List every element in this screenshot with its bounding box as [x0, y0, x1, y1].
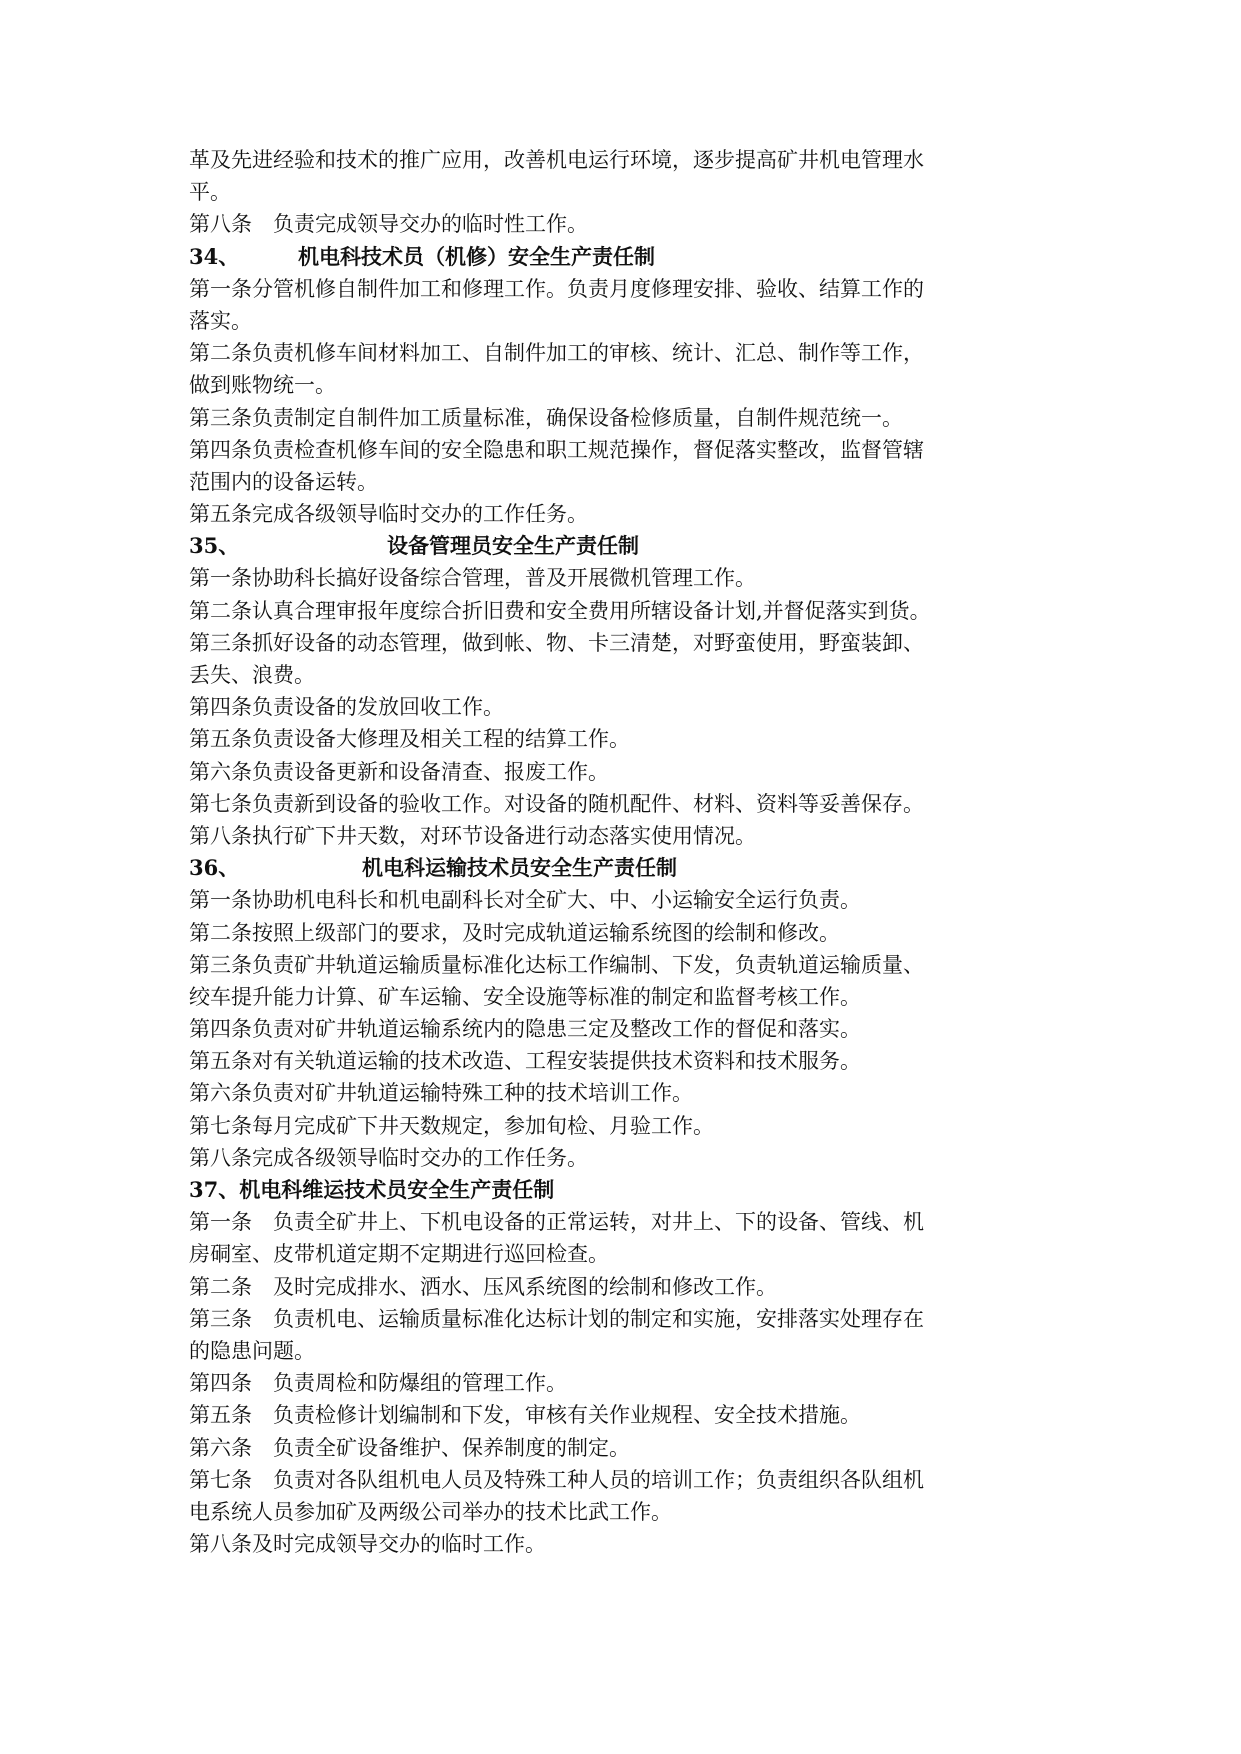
paragraph-line: 第三条负责制定自制件加工质量标准，确保设备检修质量，自制件规范统一。 — [189, 405, 903, 430]
paragraph-line: 电系统人员参加矿及两级公司举办的技术比武工作。 — [189, 1499, 672, 1524]
paragraph-line: 绞车提升能力计算、矿车运输、安全设施等标准的制定和监督考核工作。 — [189, 984, 861, 1009]
section-heading-36 — [189, 852, 1069, 884]
paragraph-line: 第五条 负责检修计划编制和下发，审核有关作业规程、安全技术措施。 — [189, 1403, 861, 1428]
paragraph-line: 第七条负责新到设备的验收工作。对设备的随机配件、材料、资料等妥善保存。 — [189, 791, 924, 816]
paragraph-line: 第一条 负责全矿井上、下机电设备的正常运转，对井上、下的设备、管线、机 — [189, 1210, 924, 1235]
paragraph-line: 范围内的设备运转。 — [189, 469, 378, 494]
paragraph-line: 第二条按照上级部门的要求，及时完成轨道运输系统图的绘制和修改。 — [189, 920, 840, 945]
paragraph-line: 第四条负责检查机修车间的安全隐患和职工规范操作，督促落实整改，监督管辖 — [189, 437, 924, 462]
paragraph-line: 第六条 负责全矿设备维护、保养制度的制定。 — [189, 1435, 630, 1460]
paragraph-line: 第四条负责对矿井轨道运输系统内的隐患三定及整改工作的督促和落实。 — [189, 1017, 861, 1042]
paragraph-line: 第三条抓好设备的动态管理，做到帐、物、卡三清楚，对野蛮使用，野蛮装卸、 — [189, 630, 924, 655]
paragraph-line: 第四条负责设备的发放回收工作。 — [189, 695, 504, 720]
paragraph-line: 第六条负责设备更新和设备清查、报废工作。 — [189, 759, 609, 784]
section-title: 机电科运输技术员安全生产责任制 — [362, 855, 677, 881]
paragraph-line: 革及先进经验和技术的推广应用，改善机电运行环境，逐步提高矿井机电管理水 — [189, 148, 924, 172]
document-body — [189, 144, 1069, 1560]
paragraph-line: 第八条及时完成领导交办的临时工作。 — [189, 1532, 546, 1557]
paragraph-line: 第八条执行矿下井天数，对环节设备进行动态落实使用情况。 — [189, 823, 756, 848]
section-heading-35 — [189, 530, 1069, 562]
paragraph-line: 第七条每月完成矿下井天数规定，参加旬检、月验工作。 — [189, 1113, 714, 1138]
paragraph-line: 第二条 及时完成排水、洒水、压风系统图的绘制和修改工作。 — [189, 1274, 777, 1299]
paragraph-line: 第五条对有关轨道运输的技术改造、工程安装提供技术资料和技术服务。 — [189, 1049, 861, 1074]
paragraph-line: 第四条 负责周检和防爆组的管理工作。 — [189, 1371, 567, 1396]
paragraph-line: 第七条 负责对各队组机电人员及特殊工种人员的培训工作；负责组织各队组机 — [189, 1467, 924, 1492]
paragraph-line: 丢失、浪费。 — [189, 663, 315, 687]
section-number: 36、 — [189, 855, 240, 881]
section-title: 设备管理员安全生产责任制 — [387, 533, 639, 559]
paragraph-line: 做到账物统一。 — [189, 373, 336, 398]
section-heading-34 — [189, 241, 1069, 273]
paragraph-line: 第五条完成各级领导临时交办的工作任务。 — [189, 502, 588, 527]
paragraph-line: 第一条协助科长搞好设备综合管理，普及开展微机管理工作。 — [189, 566, 756, 591]
paragraph-line: 第二条认真合理审报年度综合折旧费和安全费用所辖设备计划,并督促落实到货。 — [189, 598, 931, 623]
paragraph-line: 第一条协助机电科长和机电副科长对全矿大、中、小运输安全运行负责。 — [189, 888, 861, 913]
paragraph-line: 第八条 负责完成领导交办的临时性工作。 — [189, 212, 588, 237]
paragraph-line: 第三条负责矿井轨道运输质量标准化达标工作编制、下发，负责轨道运输质量、 — [189, 952, 924, 977]
paragraph-line: 平。 — [189, 180, 231, 205]
paragraph-line: 第六条负责对矿井轨道运输特殊工种的技术培训工作。 — [189, 1081, 693, 1106]
paragraph-line: 房硐室、皮带机道定期不定期进行巡回检查。 — [189, 1242, 609, 1267]
section-title: 机电科技术员（机修）安全生产责任制 — [298, 243, 655, 269]
paragraph-line: 的隐患问题。 — [189, 1338, 315, 1363]
section-number: 35、 — [189, 533, 240, 559]
section-heading-37: 37、机电科维运技术员安全生产责任制 — [189, 1177, 555, 1202]
paragraph-line: 第八条完成各级领导临时交办的工作任务。 — [189, 1145, 588, 1170]
paragraph-line: 第三条 负责机电、运输质量标准化达标计划的制定和实施，安排落实处理存在 — [189, 1306, 924, 1331]
section-number: 34、 — [189, 243, 240, 269]
paragraph-line: 第一条分管机修自制件加工和修理工作。负责月度修理安排、验收、结算工作的 — [189, 276, 924, 301]
paragraph-line: 落实。 — [189, 308, 252, 333]
paragraph-line: 第二条负责机修车间材料加工、自制件加工的审核、统计、汇总、制作等工作， — [189, 341, 924, 366]
paragraph-line: 第五条负责设备大修理及相关工程的结算工作。 — [189, 727, 630, 752]
